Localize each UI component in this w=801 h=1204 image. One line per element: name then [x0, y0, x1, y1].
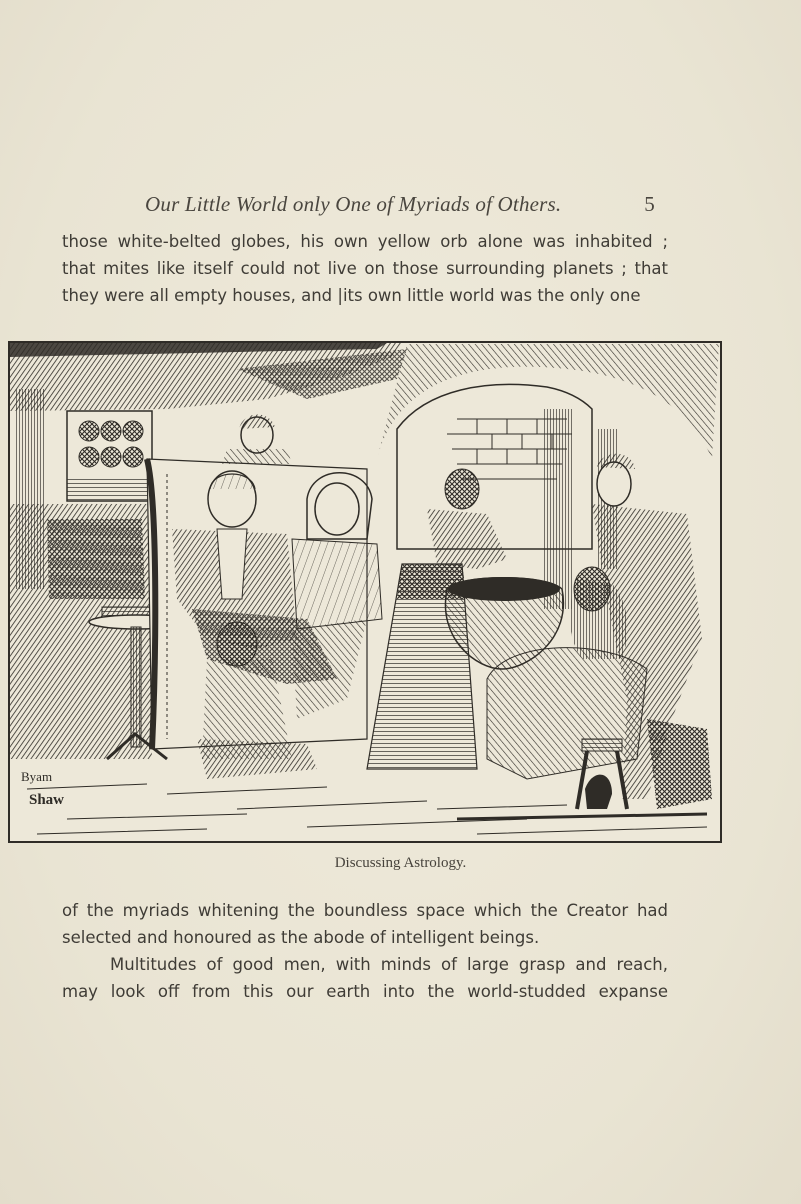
- artist-signature-last: Shaw: [29, 792, 65, 808]
- text-line: those white-belted globes, his own yellow orb alone was inhabited ;: [62, 232, 668, 251]
- text-line: of the myriads whitening the boundless space which the Creator had: [62, 901, 668, 920]
- text-line: selected and honoured as the abode of intelligent beings.: [62, 928, 540, 947]
- paragraph-bottom: [62, 897, 668, 1005]
- running-title: Our Little World only One of Myriads of Others.: [145, 192, 562, 216]
- text-line: Multitudes of good men, with minds of large grasp and reach,: [110, 955, 668, 974]
- paragraph-top: [62, 228, 668, 309]
- artist-signature-first: Byam: [21, 769, 53, 784]
- illustration-artwork: [7, 339, 723, 845]
- text-line: that mites like itself could not live on those surrounding planets ; that: [62, 259, 668, 278]
- page-number: 5: [644, 192, 655, 216]
- running-head: [145, 192, 655, 222]
- text-line: they were all empty houses, and |its own little world was the only one: [62, 286, 641, 305]
- illustration-caption: Discussing Astrology.: [334, 855, 467, 871]
- engraving-illustration: [7, 339, 723, 845]
- text-line: may look off from this our earth into the world-studded expanse: [62, 982, 668, 1001]
